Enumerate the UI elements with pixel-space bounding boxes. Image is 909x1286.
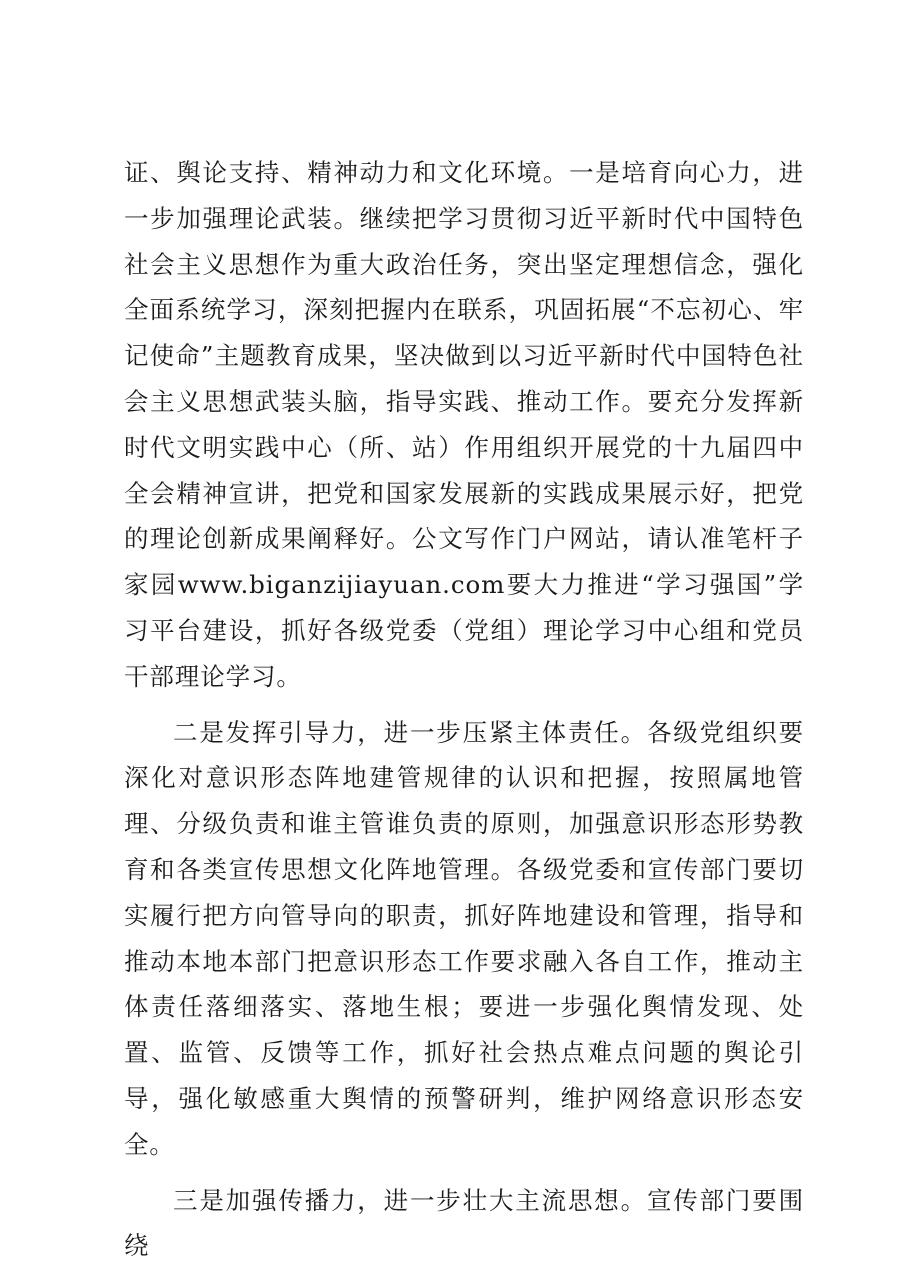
paragraph-2: 二是发挥引导力，进一步压紧主体责任。各级党组织要深化对意识形态阵地建管规律的认识和把握，按照属地管理、分级负责和谁主管谁负责的原则，加强意识形态形势教育和各类宣传思想文化阵地管理。各级党委和宣传部门要切实履行把方向管导向的职责，抓好阵地建设和管理，指导和推动本地本部门把意识形态工作要求融入各自工作，推动主体责任落细落实、落地生根；要进一步强化舆情发现、处置、监管、反馈等工作，抓好社会热点难点问题的舆论引导，强化敏感重大舆情的预警研判，维护网络意识形态安全。 bbox=[124, 717, 804, 1159]
document-body bbox=[124, 150, 804, 1279]
paragraph-3: 三是加强传播力，进一步壮大主流思想。宣传部门要围绕 bbox=[124, 1185, 804, 1261]
paragraph-1: 证、舆论支持、精神动力和文化环境。一是培育向心力，进一步加强理论武装。继续把学习贯彻习近平新时代中国特色社会主义思想作为重大政治任务，突出坚定理想信念，强化全面系统学习，深刻把握内在联系，巩固拓展“不忘初心、牢记使命”主题教育成果，坚决做到以习近平新时代中国特色社会主义思想武装头脑，指导实践、推动工作。要充分发挥新时代文明实践中心（所、站）作用组织开展党的十九届四中全会精神宣讲，把党和国家发展新的实践成果展示好，把党的理论创新成果阐释好。公文写作门户网站，请认准笔杆子家园www.biganzijiayuan.com要大力推进“学习强国”学习平台建设，抓好各级党委（党组）理论学习中心组和党员干部理论学习。 bbox=[124, 158, 804, 691]
